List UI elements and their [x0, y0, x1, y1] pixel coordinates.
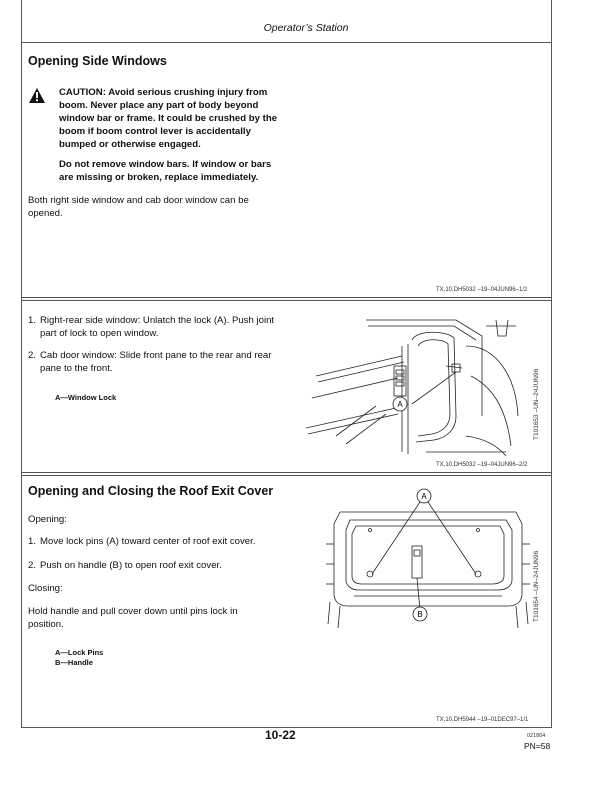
section-divider-1b	[21, 300, 552, 301]
step-line: part of lock to open window.	[40, 328, 159, 339]
window-lock-legend: A—Window Lock	[55, 393, 117, 402]
caution-line: boom if boom control lever is accidentally	[59, 126, 251, 137]
step-number: 2.	[28, 350, 37, 361]
section-divider-2	[21, 472, 552, 473]
side-window-steps	[28, 314, 298, 384]
window-lock-illustration	[306, 316, 523, 464]
page-header-title: Operator’s Station	[263, 22, 349, 34]
opening-label: Opening:	[28, 514, 67, 525]
step-number: 1.	[28, 536, 37, 547]
figure-id-window: T101653 –UN–24JUN96	[533, 368, 540, 440]
section3-ref: TX,10,DH5944 –19–01DEC97–1/1	[436, 717, 529, 723]
body-line: Both right side window and cab door window can be	[28, 195, 249, 206]
closing-text	[28, 605, 308, 631]
figure-id-roof: T101654 –UN–24JUN96	[533, 550, 540, 622]
page-number: 10-22	[265, 728, 296, 742]
figure-label-a: A	[397, 400, 403, 409]
roof-exit-illustration	[326, 484, 530, 628]
left-border	[21, 0, 22, 728]
figure-label-b: B	[417, 610, 423, 619]
step-line: Right-rear side window: Unlatch the lock (A). Push joint	[40, 315, 275, 326]
caution-line: window bar or frame. It could be crushed by the	[59, 113, 278, 124]
header-rule	[21, 42, 552, 43]
section2-ref: TX,10,DH5032 –19–04JUN96–2/2	[436, 462, 528, 468]
step-number: 1.	[28, 315, 37, 326]
legend-item: A—Lock Pins	[55, 648, 104, 657]
step-line: Cab door window: Slide front pane to the rear and rear	[40, 350, 272, 361]
footer-pn: PN=58	[524, 741, 551, 751]
caution-line: bumped or otherwise engaged.	[59, 139, 201, 150]
step-item	[28, 559, 308, 572]
closing-line: position.	[28, 619, 64, 630]
step-item	[28, 349, 298, 375]
legend-item: B—Handle	[55, 658, 93, 667]
caution-line: CAUTION: Avoid serious crushing injury from	[59, 87, 268, 98]
step-line: pane to the front.	[40, 363, 113, 374]
step-number: 2.	[28, 560, 37, 571]
section-title-side-windows: Opening Side Windows	[28, 54, 167, 68]
caution-line: boom. Never place any part of body beyond	[59, 100, 259, 111]
closing-label: Closing:	[28, 583, 63, 594]
step-text: Move lock pins (A) toward center of roof exit cover.	[40, 536, 256, 547]
warning-text	[59, 158, 299, 184]
roof-steps	[28, 535, 308, 572]
body-line: opened.	[28, 208, 63, 219]
figure-label-a: A	[421, 492, 427, 501]
warning-line: are missing or broken, replace immediately.	[59, 172, 259, 183]
section-divider-1	[21, 297, 552, 298]
right-border	[551, 0, 552, 728]
step-item	[28, 314, 298, 340]
warning-line: Do not remove window bars. If window or bars	[59, 159, 272, 170]
section1-ref: TX,10,DH5032 –19–04JUN96–1/2	[436, 287, 528, 293]
closing-line: Hold handle and pull cover down until pins lock in	[28, 606, 238, 617]
caution-text	[59, 86, 299, 151]
section-divider-2b	[21, 475, 552, 476]
step-text: Push on handle (B) to open roof exit cover.	[40, 560, 222, 571]
step-item	[28, 535, 308, 548]
footer-code: 021804	[527, 733, 546, 739]
warning-triangle-icon	[29, 88, 45, 103]
section-title-roof-exit: Opening and Closing the Roof Exit Cover	[28, 484, 274, 498]
roof-legend	[55, 648, 103, 668]
side-window-body	[28, 194, 308, 220]
